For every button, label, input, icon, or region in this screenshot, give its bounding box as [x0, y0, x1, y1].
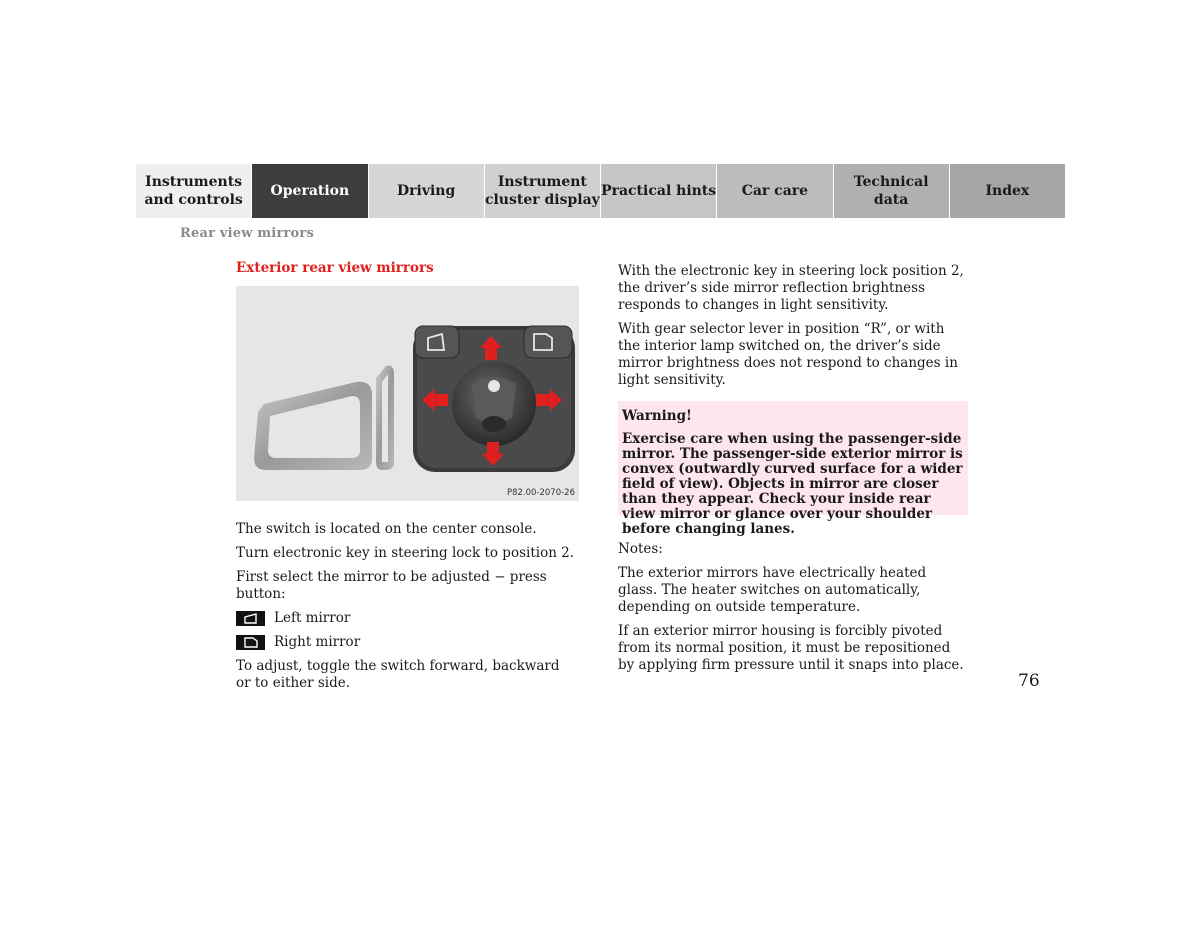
- tab-technical-data[interactable]: Technical data: [834, 164, 950, 218]
- tab-operation[interactable]: Operation: [252, 164, 368, 218]
- breadcrumb: Rear view mirrors: [180, 226, 314, 241]
- switch-location-text: The switch is located on the center console.: [236, 521, 537, 537]
- tab-instruments-and-controls[interactable]: Instruments and controls: [136, 164, 252, 218]
- left-mirror-button-icon: [236, 611, 265, 626]
- figure-label: P82.00-2070-26: [506, 488, 575, 498]
- select-mirror-text: First select the mirror to be adjusted − press button:: [236, 569, 547, 602]
- left-column: [236, 521, 576, 699]
- mirror-outline-icon: [254, 366, 394, 470]
- page-number: 76: [1018, 671, 1040, 691]
- brightness-exception-text: With gear selector lever in position “R”, or with the interior lamp switched on, the driver’s side mirror brightness does not respond to changes in light sensitivity.: [618, 321, 958, 388]
- section-tabs: [136, 164, 1065, 218]
- warning-box: [618, 401, 968, 537]
- left-mirror-label: Left mirror: [274, 610, 351, 626]
- mirror-switch-illustration: [236, 286, 579, 501]
- right-column: [618, 263, 968, 681]
- tab-practical-hints[interactable]: Practical hints: [601, 164, 717, 218]
- heated-glass-note: The exterior mirrors have electrically heated glass. The heater switches on automatically, depending on outside temperature.: [618, 565, 927, 615]
- tab-instrument-cluster-display[interactable]: Instrument cluster display: [485, 164, 601, 218]
- tab-car-care[interactable]: Car care: [717, 164, 833, 218]
- right-mirror-row: [236, 634, 576, 651]
- left-mirror-row: [236, 610, 576, 627]
- mirror-housing-note: If an exterior mirror housing is forcibly pivoted from its normal position, it must be repositioned by applying firm pressure until it snaps into place.: [618, 623, 964, 673]
- right-mirror-button-icon: [236, 635, 265, 650]
- key-position-text: Turn electronic key in steering lock to position 2.: [236, 545, 575, 561]
- mirror-brightness-text: With the electronic key in steering lock position 2, the driver’s side mirror reflection brightness responds to changes in light sensitivity.: [618, 263, 964, 313]
- section-title: Exterior rear view mirrors: [236, 260, 434, 276]
- warning-body: Exercise care when using the passenger-side mirror. The passenger-side exterior mirror is convex (outwardly curved surface for a wider field of view). Objects in mirror are closer than they appear. Check your inside rear view mirror or glance over your shoulder before changing lanes.: [622, 431, 963, 537]
- notes-heading: Notes:: [618, 541, 663, 557]
- right-mirror-label: Right mirror: [274, 634, 361, 650]
- tab-driving[interactable]: Driving: [369, 164, 485, 218]
- warning-title: Warning!: [622, 408, 692, 424]
- adjust-instructions-text: To adjust, toggle the switch forward, backward or to either side.: [236, 658, 560, 691]
- mirror-switch-drawing: [236, 286, 579, 501]
- tab-index[interactable]: Index: [950, 164, 1065, 218]
